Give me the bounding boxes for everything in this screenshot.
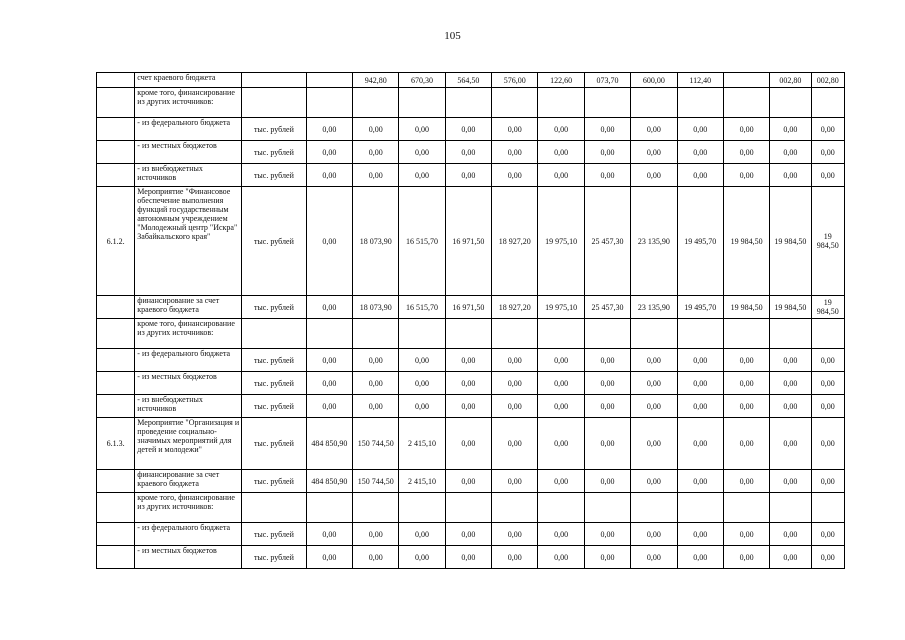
value-cell: 18 073,90 <box>353 187 399 296</box>
value-cell <box>306 73 352 88</box>
value-cell: 0,00 <box>353 164 399 187</box>
value-cell: 0,00 <box>492 523 538 546</box>
value-cell: 0,00 <box>811 164 844 187</box>
row-index <box>97 372 135 395</box>
value-cell: 0,00 <box>492 418 538 470</box>
value-cell: 0,00 <box>631 141 677 164</box>
value-cell: 0,00 <box>538 418 584 470</box>
table-row <box>97 493 845 523</box>
value-cell: 0,00 <box>770 372 811 395</box>
value-cell: 0,00 <box>631 523 677 546</box>
value-cell: 23 135,90 <box>631 296 677 319</box>
value-cell: 0,00 <box>723 523 769 546</box>
value-cell: 0,00 <box>538 546 584 569</box>
value-cell: 0,00 <box>306 118 352 141</box>
table-row <box>97 523 845 546</box>
value-cell: 0,00 <box>445 546 491 569</box>
value-cell: 150 744,50 <box>353 418 399 470</box>
value-cell <box>306 493 352 523</box>
row-name: - из местных бюджетов <box>135 372 242 395</box>
value-cell: 0,00 <box>353 141 399 164</box>
row-index <box>97 73 135 88</box>
value-cell: 0,00 <box>399 546 445 569</box>
value-cell <box>492 319 538 349</box>
value-cell: 0,00 <box>306 546 352 569</box>
value-cell: 0,00 <box>677 141 723 164</box>
value-cell: 073,70 <box>584 73 630 88</box>
value-cell: 0,00 <box>811 418 844 470</box>
value-cell: 0,00 <box>445 141 491 164</box>
value-cell <box>584 493 630 523</box>
value-cell: 0,00 <box>584 141 630 164</box>
row-name: - из внебюджетных источников <box>135 395 242 418</box>
value-cell: 0,00 <box>445 523 491 546</box>
value-cell: 0,00 <box>399 372 445 395</box>
value-cell: 0,00 <box>770 141 811 164</box>
value-cell: 0,00 <box>445 418 491 470</box>
row-unit: тыс. рублей <box>242 470 307 493</box>
value-cell <box>492 493 538 523</box>
value-cell: 25 457,30 <box>584 187 630 296</box>
row-unit: тыс. рублей <box>242 187 307 296</box>
value-cell: 0,00 <box>677 395 723 418</box>
value-cell: 0,00 <box>770 470 811 493</box>
value-cell <box>811 88 844 118</box>
value-cell: 564,50 <box>445 73 491 88</box>
value-cell: 0,00 <box>631 349 677 372</box>
row-unit: тыс. рублей <box>242 395 307 418</box>
value-cell <box>306 88 352 118</box>
value-cell: 0,00 <box>538 118 584 141</box>
value-cell: 18 073,90 <box>353 296 399 319</box>
value-cell: 576,00 <box>492 73 538 88</box>
row-unit: тыс. рублей <box>242 349 307 372</box>
row-name: - из местных бюджетов <box>135 141 242 164</box>
row-index <box>97 493 135 523</box>
row-index: 6.1.3. <box>97 418 135 470</box>
value-cell: 0,00 <box>492 546 538 569</box>
row-index <box>97 164 135 187</box>
value-cell: 0,00 <box>584 118 630 141</box>
value-cell <box>353 493 399 523</box>
value-cell <box>538 319 584 349</box>
value-cell: 002,80 <box>770 73 811 88</box>
value-cell: 0,00 <box>723 470 769 493</box>
row-unit: тыс. рублей <box>242 372 307 395</box>
row-name: - из местных бюджетов <box>135 546 242 569</box>
value-cell <box>306 319 352 349</box>
value-cell: 0,00 <box>399 395 445 418</box>
value-cell <box>677 88 723 118</box>
value-cell: 0,00 <box>445 164 491 187</box>
value-cell <box>677 319 723 349</box>
row-index <box>97 523 135 546</box>
row-unit <box>242 319 307 349</box>
value-cell: 0,00 <box>306 187 352 296</box>
value-cell: 0,00 <box>492 395 538 418</box>
row-name: кроме того, финансирование из других источников: <box>135 493 242 523</box>
value-cell <box>631 88 677 118</box>
value-cell: 0,00 <box>492 164 538 187</box>
row-unit: тыс. рублей <box>242 164 307 187</box>
table-row <box>97 187 845 296</box>
value-cell <box>770 319 811 349</box>
value-cell: 0,00 <box>353 349 399 372</box>
value-cell: 0,00 <box>399 523 445 546</box>
value-cell: 0,00 <box>353 546 399 569</box>
value-cell: 0,00 <box>811 372 844 395</box>
value-cell: 2 415,10 <box>399 418 445 470</box>
value-cell: 0,00 <box>306 523 352 546</box>
row-index <box>97 319 135 349</box>
value-cell: 0,00 <box>399 164 445 187</box>
row-name: - из федерального бюджета <box>135 349 242 372</box>
row-name: - из федерального бюджета <box>135 523 242 546</box>
value-cell: 0,00 <box>723 418 769 470</box>
value-cell: 0,00 <box>445 349 491 372</box>
row-name: - из внебюджетных источников <box>135 164 242 187</box>
value-cell: 0,00 <box>353 395 399 418</box>
row-unit: тыс. рублей <box>242 546 307 569</box>
value-cell: 19 984,50 <box>811 187 844 296</box>
value-cell: 0,00 <box>445 118 491 141</box>
value-cell: 0,00 <box>584 470 630 493</box>
value-cell <box>677 493 723 523</box>
value-cell: 0,00 <box>770 164 811 187</box>
value-cell <box>492 88 538 118</box>
value-cell: 0,00 <box>631 372 677 395</box>
row-unit: тыс. рублей <box>242 418 307 470</box>
value-cell: 0,00 <box>584 349 630 372</box>
value-cell: 0,00 <box>584 395 630 418</box>
table-row <box>97 141 845 164</box>
value-cell <box>399 88 445 118</box>
value-cell: 0,00 <box>306 296 352 319</box>
table-row <box>97 164 845 187</box>
value-cell <box>399 319 445 349</box>
row-unit <box>242 88 307 118</box>
row-index <box>97 141 135 164</box>
value-cell: 0,00 <box>538 470 584 493</box>
value-cell: 0,00 <box>723 395 769 418</box>
table-row <box>97 319 845 349</box>
value-cell: 0,00 <box>723 372 769 395</box>
row-index <box>97 118 135 141</box>
table-row <box>97 546 845 569</box>
value-cell: 0,00 <box>770 349 811 372</box>
value-cell <box>538 88 584 118</box>
row-name: кроме того, финансирование из других источников: <box>135 88 242 118</box>
value-cell: 0,00 <box>770 546 811 569</box>
value-cell: 122,60 <box>538 73 584 88</box>
value-cell: 0,00 <box>492 118 538 141</box>
value-cell <box>584 319 630 349</box>
value-cell: 0,00 <box>492 372 538 395</box>
value-cell: 0,00 <box>399 349 445 372</box>
value-cell: 0,00 <box>770 418 811 470</box>
value-cell: 0,00 <box>770 523 811 546</box>
value-cell <box>399 493 445 523</box>
row-unit: тыс. рублей <box>242 141 307 164</box>
value-cell: 942,80 <box>353 73 399 88</box>
table-row <box>97 349 845 372</box>
value-cell: 16 971,50 <box>445 187 491 296</box>
value-cell: 0,00 <box>723 349 769 372</box>
row-index <box>97 546 135 569</box>
value-cell: 16 515,70 <box>399 296 445 319</box>
row-unit <box>242 73 307 88</box>
value-cell: 112,40 <box>677 73 723 88</box>
table-body <box>97 73 845 569</box>
value-cell: 0,00 <box>677 418 723 470</box>
table-row <box>97 470 845 493</box>
value-cell: 23 135,90 <box>631 187 677 296</box>
value-cell: 0,00 <box>584 523 630 546</box>
row-index <box>97 395 135 418</box>
value-cell <box>353 319 399 349</box>
table-row <box>97 296 845 319</box>
value-cell: 0,00 <box>811 470 844 493</box>
value-cell: 0,00 <box>811 523 844 546</box>
value-cell: 18 927,20 <box>492 187 538 296</box>
table-row <box>97 418 845 470</box>
value-cell: 0,00 <box>677 372 723 395</box>
value-cell: 0,00 <box>584 546 630 569</box>
value-cell: 0,00 <box>306 164 352 187</box>
value-cell: 670,30 <box>399 73 445 88</box>
value-cell <box>445 319 491 349</box>
value-cell: 18 927,20 <box>492 296 538 319</box>
value-cell: 19 984,50 <box>770 296 811 319</box>
value-cell: 0,00 <box>723 118 769 141</box>
row-name: кроме того, финансирование из других источников: <box>135 319 242 349</box>
value-cell: 0,00 <box>538 395 584 418</box>
page-number: 105 <box>444 30 461 42</box>
value-cell: 0,00 <box>492 349 538 372</box>
value-cell: 0,00 <box>677 118 723 141</box>
value-cell: 19 495,70 <box>677 187 723 296</box>
value-cell <box>631 493 677 523</box>
value-cell: 0,00 <box>631 395 677 418</box>
row-name: финансирование за счет краевого бюджета <box>135 470 242 493</box>
value-cell: 0,00 <box>723 164 769 187</box>
value-cell: 19 975,10 <box>538 296 584 319</box>
value-cell: 0,00 <box>399 118 445 141</box>
row-name: Мероприятие "Финансовое обеспечение выполнения функций государственным автономным учреждением "Молодежный центр "Искра" Забайкальского края" <box>135 187 242 296</box>
value-cell: 19 984,50 <box>723 296 769 319</box>
value-cell: 0,00 <box>770 395 811 418</box>
row-unit: тыс. рублей <box>242 118 307 141</box>
value-cell: 16 515,70 <box>399 187 445 296</box>
value-cell: 2 415,10 <box>399 470 445 493</box>
value-cell <box>584 88 630 118</box>
value-cell: 0,00 <box>584 418 630 470</box>
row-name: Мероприятие "Организация и проведение социально-значимых мероприятий для детей и молодежи" <box>135 418 242 470</box>
value-cell: 0,00 <box>492 141 538 164</box>
value-cell: 0,00 <box>306 372 352 395</box>
value-cell <box>723 73 769 88</box>
value-cell: 0,00 <box>677 470 723 493</box>
value-cell: 19 975,10 <box>538 187 584 296</box>
value-cell: 600,00 <box>631 73 677 88</box>
value-cell: 0,00 <box>631 118 677 141</box>
row-unit: тыс. рублей <box>242 296 307 319</box>
value-cell: 484 850,90 <box>306 470 352 493</box>
row-index <box>97 470 135 493</box>
value-cell: 0,00 <box>631 418 677 470</box>
value-cell <box>445 493 491 523</box>
value-cell: 0,00 <box>677 546 723 569</box>
row-index <box>97 349 135 372</box>
value-cell: 0,00 <box>811 118 844 141</box>
value-cell: 19 984,50 <box>723 187 769 296</box>
value-cell: 25 457,30 <box>584 296 630 319</box>
row-index: 6.1.2. <box>97 187 135 296</box>
row-index <box>97 88 135 118</box>
value-cell: 0,00 <box>584 164 630 187</box>
value-cell <box>811 319 844 349</box>
value-cell: 0,00 <box>811 141 844 164</box>
value-cell: 0,00 <box>353 523 399 546</box>
value-cell: 150 744,50 <box>353 470 399 493</box>
value-cell <box>723 88 769 118</box>
table-row <box>97 395 845 418</box>
value-cell <box>723 493 769 523</box>
value-cell: 19 495,70 <box>677 296 723 319</box>
value-cell: 0,00 <box>723 141 769 164</box>
value-cell: 0,00 <box>811 349 844 372</box>
value-cell: 0,00 <box>399 141 445 164</box>
value-cell: 0,00 <box>445 372 491 395</box>
value-cell: 0,00 <box>538 349 584 372</box>
value-cell: 0,00 <box>353 372 399 395</box>
value-cell: 0,00 <box>723 546 769 569</box>
value-cell: 0,00 <box>445 470 491 493</box>
value-cell: 0,00 <box>445 395 491 418</box>
table-row <box>97 88 845 118</box>
table-row <box>97 118 845 141</box>
value-cell: 0,00 <box>306 349 352 372</box>
value-cell <box>811 493 844 523</box>
value-cell <box>723 319 769 349</box>
value-cell: 002,80 <box>811 73 844 88</box>
row-name: - из федерального бюджета <box>135 118 242 141</box>
value-cell: 0,00 <box>306 395 352 418</box>
budget-table <box>96 72 845 569</box>
row-name: финансирование за счет краевого бюджета <box>135 296 242 319</box>
value-cell <box>770 88 811 118</box>
value-cell: 0,00 <box>538 141 584 164</box>
value-cell: 0,00 <box>677 349 723 372</box>
value-cell: 19 984,50 <box>811 296 844 319</box>
value-cell: 0,00 <box>538 164 584 187</box>
row-name: счет краевого бюджета <box>135 73 242 88</box>
value-cell: 16 971,50 <box>445 296 491 319</box>
value-cell: 0,00 <box>631 546 677 569</box>
row-unit <box>242 493 307 523</box>
value-cell: 0,00 <box>811 546 844 569</box>
value-cell: 0,00 <box>811 395 844 418</box>
row-unit: тыс. рублей <box>242 523 307 546</box>
value-cell: 0,00 <box>677 164 723 187</box>
value-cell: 0,00 <box>492 470 538 493</box>
value-cell <box>770 493 811 523</box>
value-cell <box>631 319 677 349</box>
value-cell: 0,00 <box>353 118 399 141</box>
value-cell: 0,00 <box>770 118 811 141</box>
value-cell <box>353 88 399 118</box>
value-cell: 0,00 <box>631 164 677 187</box>
value-cell: 19 984,50 <box>770 187 811 296</box>
value-cell: 0,00 <box>538 523 584 546</box>
table-row <box>97 372 845 395</box>
value-cell: 0,00 <box>631 470 677 493</box>
value-cell <box>445 88 491 118</box>
value-cell: 0,00 <box>306 141 352 164</box>
value-cell <box>538 493 584 523</box>
value-cell: 0,00 <box>584 372 630 395</box>
value-cell: 0,00 <box>538 372 584 395</box>
row-index <box>97 296 135 319</box>
value-cell: 484 850,90 <box>306 418 352 470</box>
value-cell: 0,00 <box>677 523 723 546</box>
table-row <box>97 73 845 88</box>
